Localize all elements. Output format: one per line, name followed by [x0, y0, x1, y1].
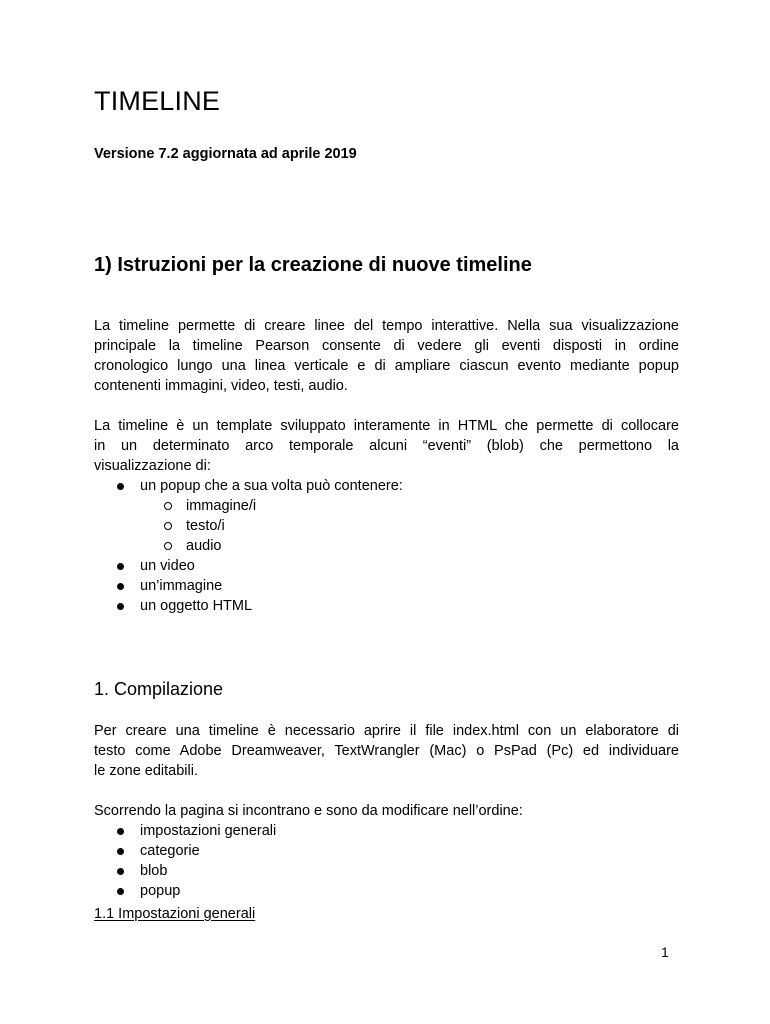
hollow-bullet-icon: [164, 502, 172, 510]
bullet-icon: [117, 483, 124, 490]
paragraph-line: cronologico lungo una linea verticale e di ampliare ciascun evento mediante popup: [94, 358, 679, 374]
page-number: 1: [661, 944, 669, 960]
version-line: Versione 7.2 aggiornata ad aprile 2019: [94, 146, 357, 162]
bullet-icon: [117, 848, 124, 855]
paragraph-intro: [94, 316, 679, 396]
paragraph-line: Scorrendo la pagina si incontrano e sono da modificare nell’ordine:: [94, 803, 523, 819]
paragraph-ordine: [94, 801, 679, 821]
subsection-heading-impostazioni: 1.1 Impostazioni generali: [94, 906, 256, 922]
paragraph-line: testo come Adobe Dreamweaver, TextWrangler (Mac) o PsPad (Pc) ed individuare: [94, 743, 679, 759]
paragraph-line: contenenti immagini, video, testi, audio.: [94, 378, 348, 394]
paragraph-template: [94, 416, 679, 476]
paragraph-line: visualizzazione di:: [94, 458, 211, 474]
document-title: TIMELINE: [94, 86, 221, 116]
paragraph-line: La timeline è un template sviluppato interamente in HTML che permette di collocare: [94, 418, 679, 434]
paragraph-compilazione: [94, 721, 679, 781]
bullet-icon: [117, 888, 124, 895]
paragraph-line: La timeline permette di creare linee del tempo interattive. Nella sua visualizzazione: [94, 318, 679, 334]
bullet-icon: [117, 563, 124, 570]
hollow-bullet-icon: [164, 522, 172, 530]
paragraph-line: Per creare una timeline è necessario aprire il file index.html con un elaboratore di: [94, 723, 679, 739]
paragraph-line: principale la timeline Pearson consente di vedere gli eventi disposti in ordine: [94, 338, 679, 354]
bullet-icon: [117, 603, 124, 610]
section-heading-istruzioni: 1) Istruzioni per la creazione di nuove timeline: [94, 254, 532, 276]
bullet-icon: [117, 868, 124, 875]
document-page: TIMELINE Versione 7.2 aggiornata ad aprile 2019 1) Istruzioni per la creazione di nuove timeline La timeline permette di creare linee del tempo interattive. Nella sua visualizzazione principale la timeline Pearson consente di vedere gli eventi disposti in ordine cronologico lungo una linea verticale e di ampliare ciascun evento mediante popup contenenti immagini, video, testi, audio. La timeline è un template sviluppato interamente in HTML che permette di collocare in un determinato arco temporale alcuni “eventi” (blob) che permettono la visualizzazione di: un popup che a sua volta può contenere: immagine/i testo/i audio un video un’immagine un oggetto HTML 1. Compilazione Per creare una timeline è necessario aprire il file index.html con un elaboratore di testo come Adobe Dreamweaver, TextWrangler (Mac) o PsPad (Pc) ed individuare le zone editabili. Scorrendo la pagina si incontrano e sono da modificare nell’ordine: impostazioni generali categorie blob popup 1.1 Impostazioni generali 1: [94, 86, 679, 960]
section-heading-compilazione: 1. Compilazione: [94, 679, 224, 699]
hollow-bullet-icon: [164, 542, 172, 550]
paragraph-line: in un determinato arco temporale alcuni “eventi” (blob) che permettono la: [94, 438, 679, 454]
paragraph-line: le zone editabili.: [94, 763, 198, 779]
bullet-icon: [117, 828, 124, 835]
bullet-icon: [117, 583, 124, 590]
